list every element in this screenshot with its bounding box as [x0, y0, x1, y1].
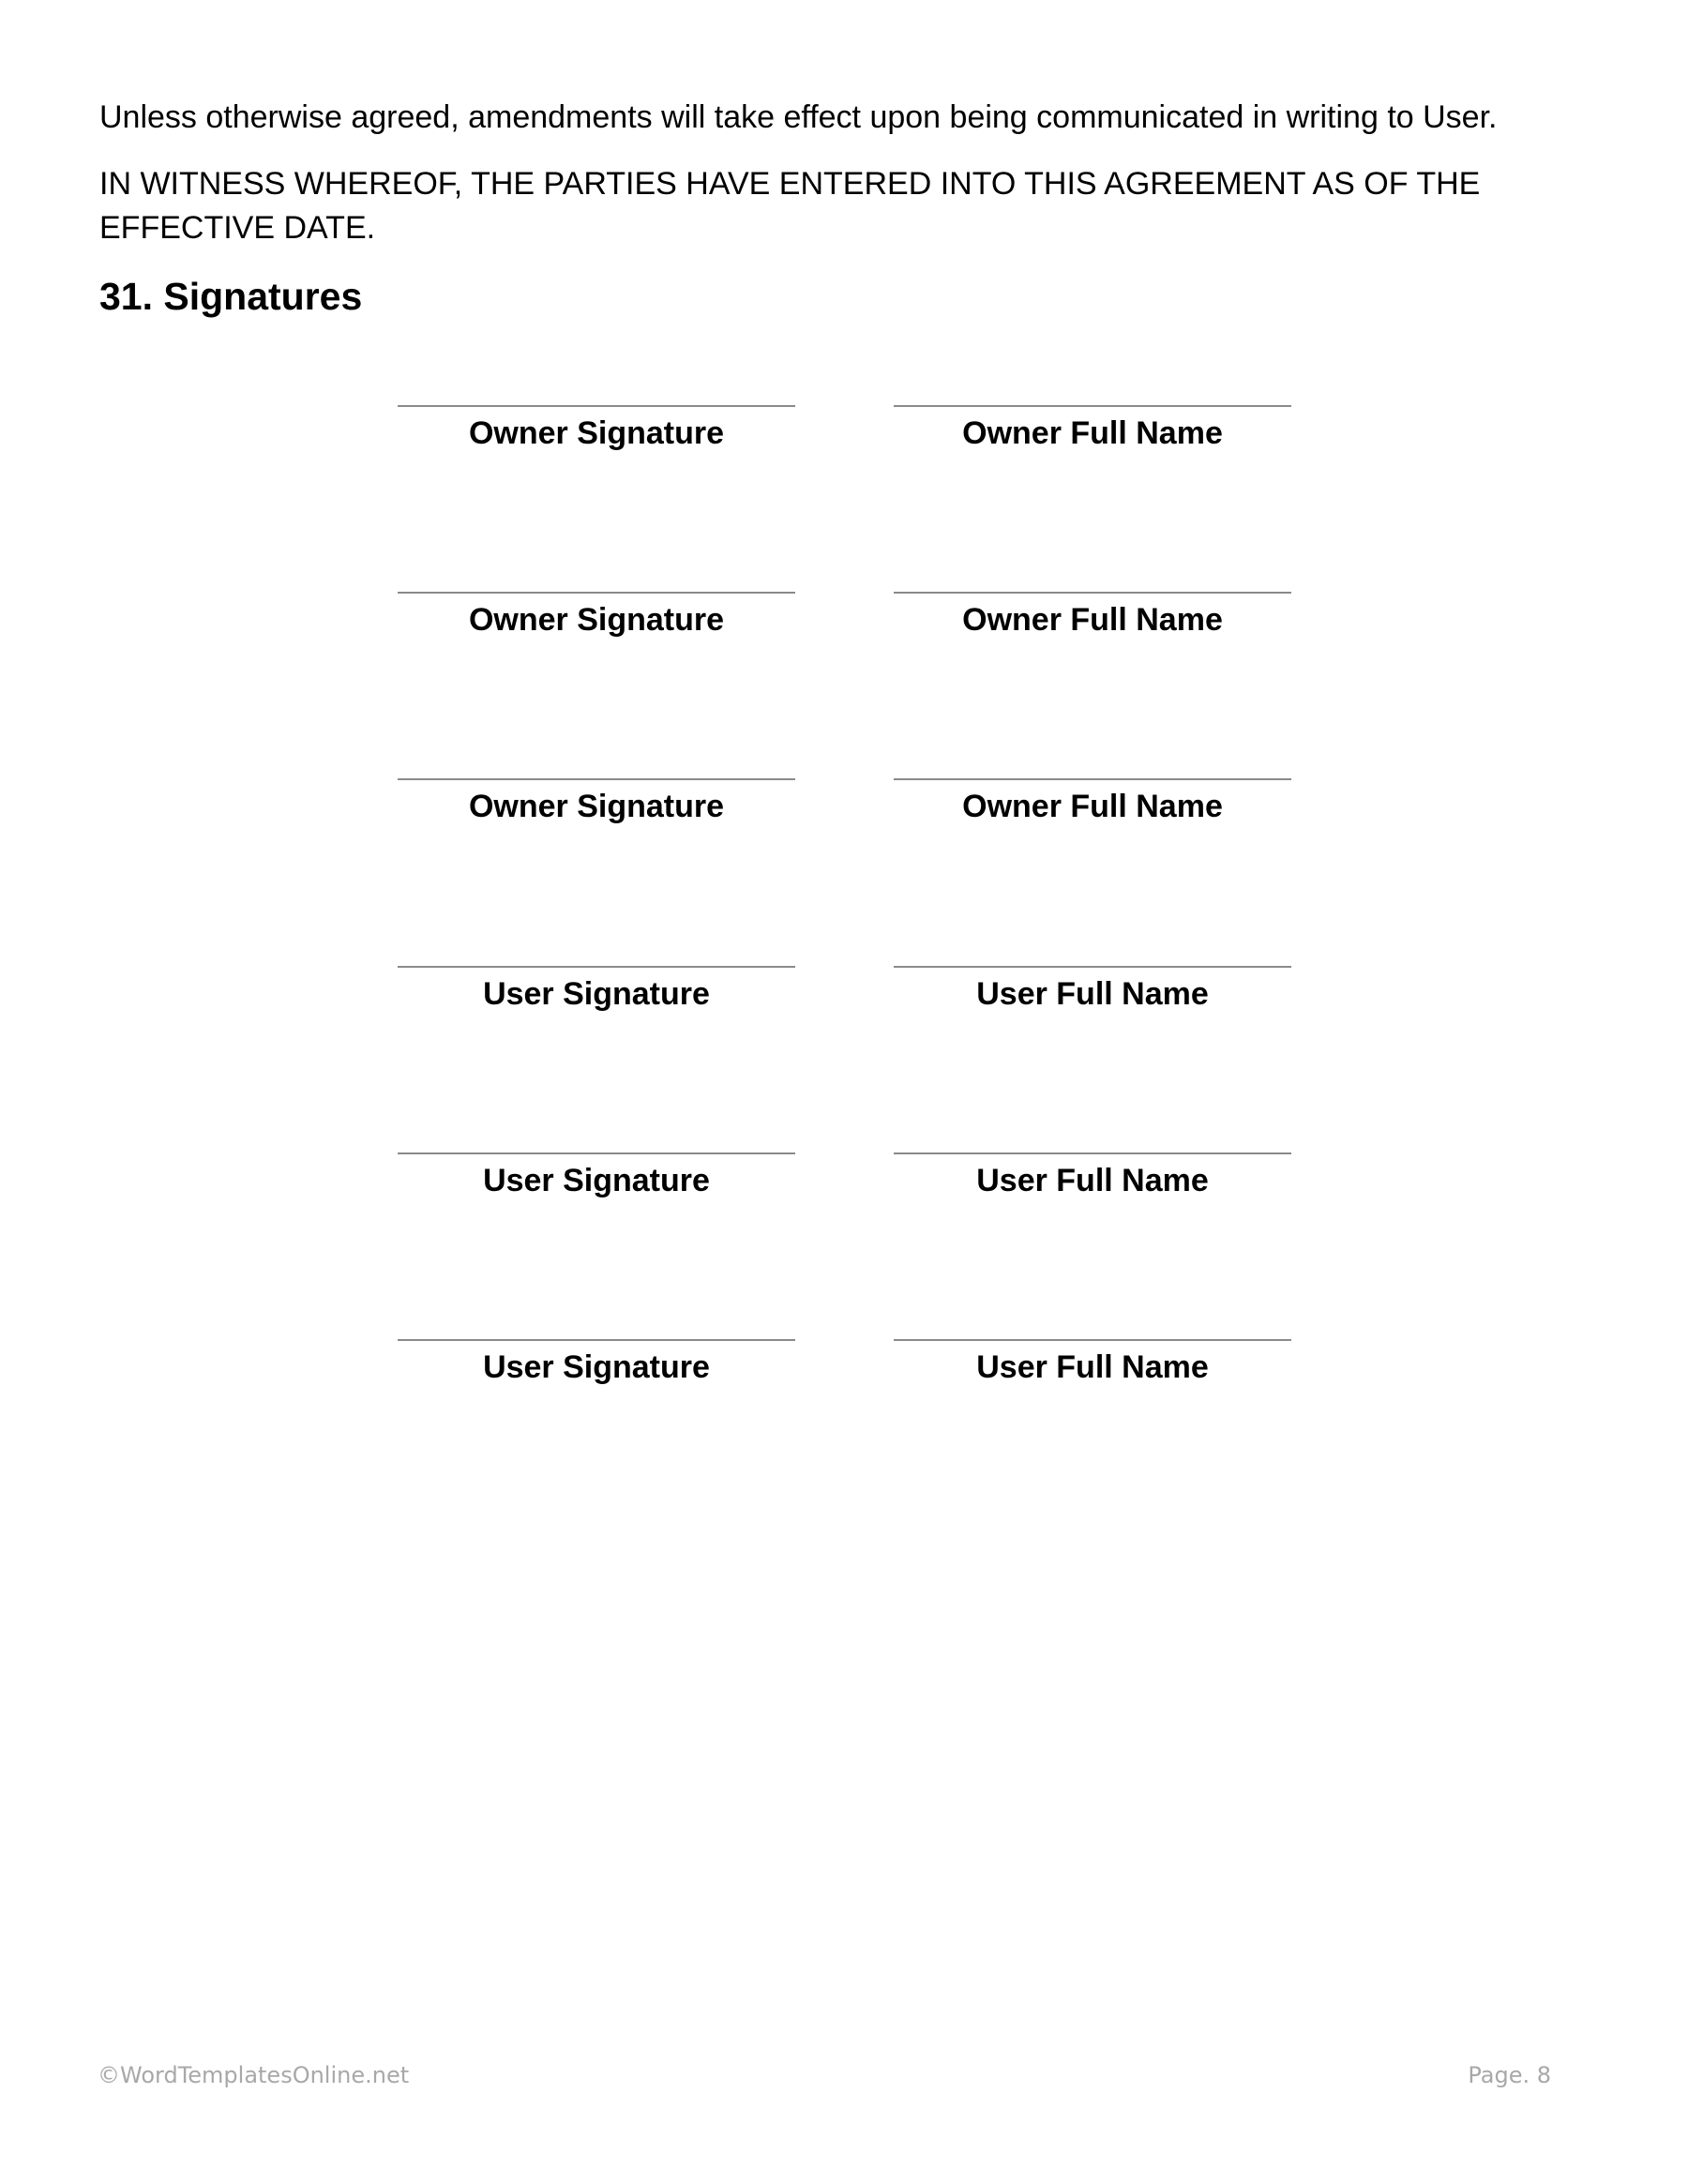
signature-field[interactable] — [398, 1339, 795, 1395]
signature-field[interactable] — [398, 966, 795, 1022]
name-line — [894, 405, 1291, 407]
full-name-label: Owner Full Name — [962, 789, 1223, 824]
full-name-field[interactable] — [894, 966, 1291, 1022]
name-line — [894, 1152, 1291, 1154]
signature-label: User Signature — [483, 1349, 710, 1385]
signature-line — [398, 1339, 795, 1341]
witness-paragraph: IN WITNESS WHEREOF, THE PARTIES HAVE ENTERED INTO THIS AGREEMENT AS OF THE EFFECTIVE DATE. — [99, 166, 1481, 246]
full-name-label: User Full Name — [976, 976, 1209, 1012]
full-name-field[interactable] — [894, 592, 1291, 648]
full-name-label: Owner Full Name — [962, 415, 1223, 451]
full-name-label: Owner Full Name — [962, 602, 1223, 638]
name-line — [894, 966, 1291, 968]
full-name-label: User Full Name — [976, 1349, 1209, 1385]
signature-line — [398, 778, 795, 780]
signature-field[interactable] — [398, 778, 795, 835]
signature-field[interactable] — [398, 1152, 795, 1209]
amendments-paragraph: Unless otherwise agreed, amendments will take effect upon being communicated in writing to User. — [99, 99, 1498, 135]
full-name-label: User Full Name — [976, 1163, 1209, 1198]
full-name-field[interactable] — [894, 405, 1291, 461]
signature-field[interactable] — [398, 592, 795, 648]
signature-label: User Signature — [483, 976, 710, 1012]
full-name-field[interactable] — [894, 778, 1291, 835]
signature-label: Owner Signature — [468, 789, 725, 824]
signature-label: User Signature — [483, 1163, 710, 1198]
name-line — [894, 778, 1291, 780]
section-heading: 31. Signatures — [99, 275, 363, 318]
full-name-field[interactable] — [894, 1339, 1291, 1395]
signature-line — [398, 1152, 795, 1154]
name-line — [894, 1339, 1291, 1341]
footer-page-number: Page. 8 — [1468, 2062, 1551, 2088]
signature-line — [398, 592, 795, 594]
signature-field[interactable] — [398, 405, 795, 461]
signature-label: Owner Signature — [468, 602, 725, 638]
full-name-field[interactable] — [894, 1152, 1291, 1209]
name-line — [894, 592, 1291, 594]
signature-line — [398, 966, 795, 968]
signature-line — [398, 405, 795, 407]
footer-copyright: ©WordTemplatesOnline.net — [98, 2062, 410, 2088]
signature-label: Owner Signature — [468, 415, 725, 451]
